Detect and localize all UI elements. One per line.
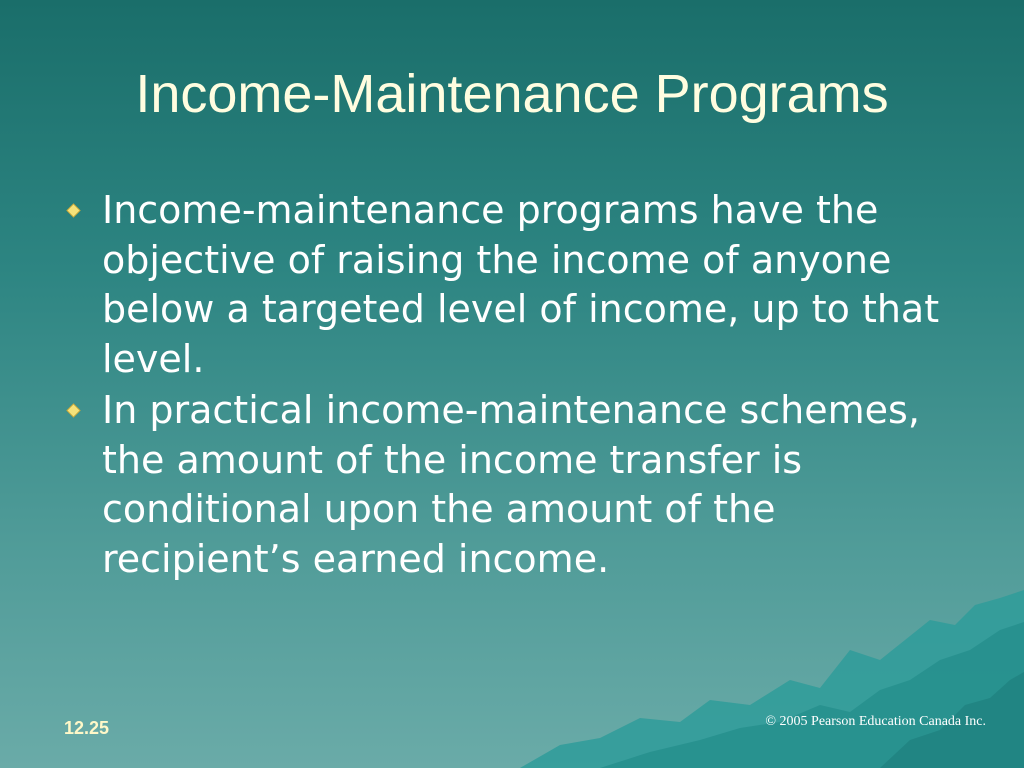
slide-title: Income-Maintenance Programs [135, 64, 889, 124]
bullet-item [62, 386, 982, 584]
bullet-item [62, 186, 982, 384]
slide-number: 12.25 [64, 718, 110, 738]
copyright-notice: © 2005 Pearson Education Canada Inc. [765, 714, 986, 729]
bullet-text: In practical income-maintenance schemes, the amount of the income transfer is conditional upon the amount of the recipient’s earned income. [102, 388, 920, 581]
diamond-icon [66, 203, 81, 218]
diamond-icon [66, 403, 81, 418]
bullet-list [62, 186, 982, 586]
bullet-text: Income-maintenance programs have the objective of raising the income of anyone below a targeted level of income, up to that level. [102, 188, 940, 381]
